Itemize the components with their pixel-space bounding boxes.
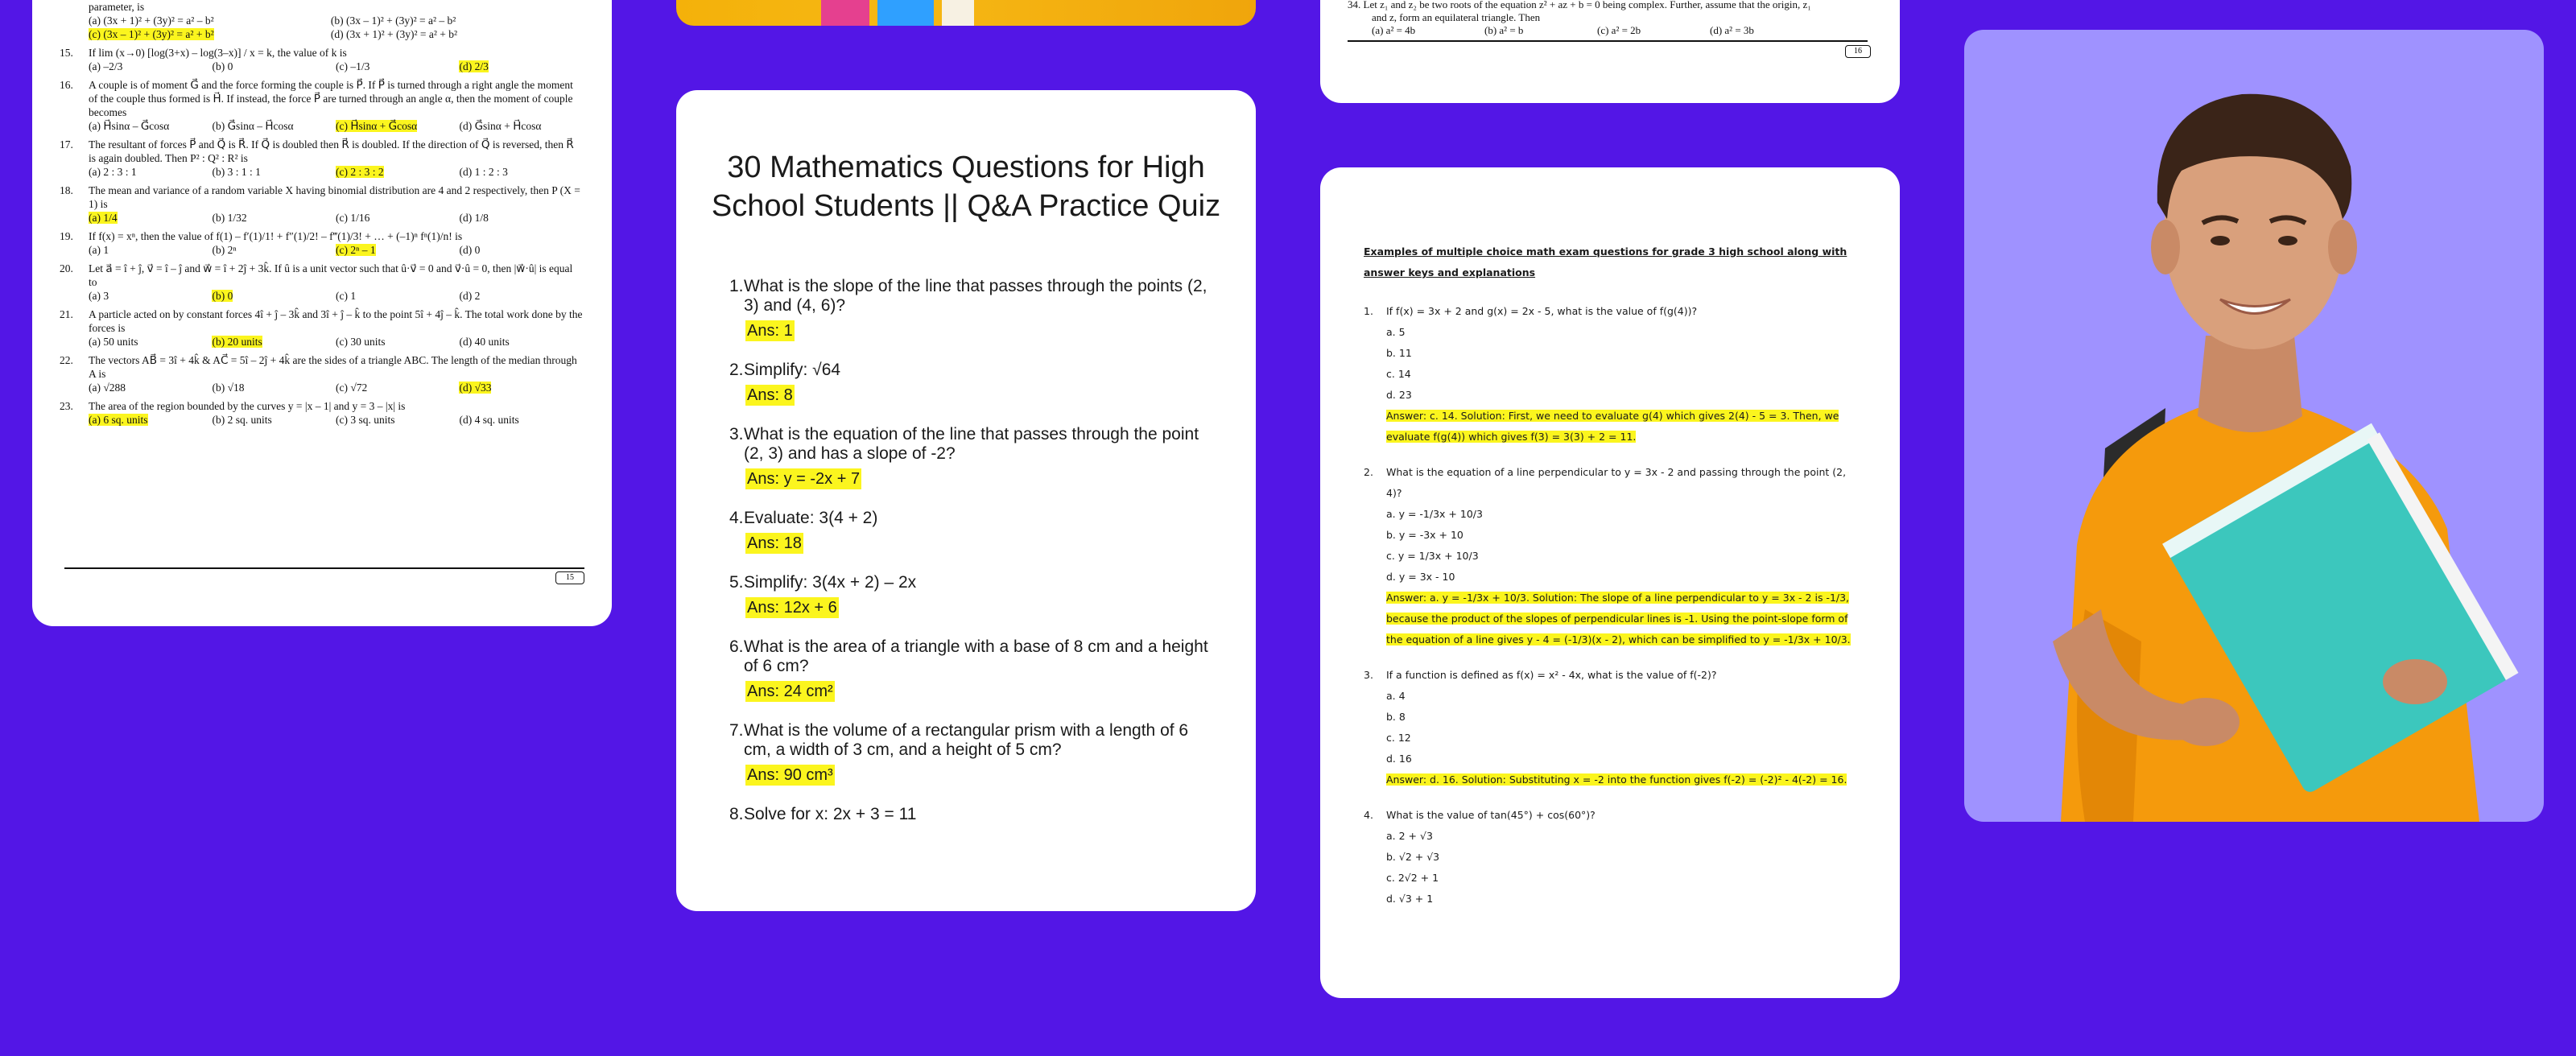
peek-strip-blue — [877, 0, 934, 26]
question-number: 21. — [60, 308, 73, 320]
question-text: A particle acted on by constant forces 4î + ĵ – 3k̂ and 3î + ĵ – k̂ to the point 5î + 4ĵ – k̂. The total work done by the forces is — [89, 308, 583, 334]
quiz-question-number: 1. — [729, 277, 744, 295]
question-text: If f(x) = xⁿ, then the value of f(1) – f′(1)/1! + f″(1)/2! – f‴(1)/3! + … + (–1)ⁿ fⁿ(1)/n! is — [89, 230, 463, 242]
quiz-question-list — [729, 277, 1212, 844]
exam-question — [60, 78, 583, 133]
example-question — [1364, 805, 1855, 826]
example-answer — [1386, 588, 1855, 650]
example-choice: c. y = 1/3x + 10/3 — [1386, 550, 1479, 562]
option — [89, 381, 207, 394]
option — [89, 60, 207, 73]
example-question — [1364, 665, 1855, 686]
quiz-question-number: 4. — [729, 509, 744, 527]
peek-strip-cream — [942, 0, 974, 26]
quiz-question — [729, 637, 1212, 676]
quiz-question-number: 5. — [729, 573, 744, 592]
option-text: (c) 1/16 — [335, 212, 370, 224]
question-text: Let a⃗ = î + ĵ, v⃗ = î – ĵ and w⃗ = î + 2ĵ + 3k̂. If û is a unit vector such that û·v⃗ = 0 and v⃗·û = 0, then |w⃗·û| is equal to — [89, 262, 573, 288]
question-number: 16. — [60, 79, 73, 91]
exam-question — [60, 399, 583, 427]
exam-question — [60, 46, 583, 73]
option-text: (b) 2ⁿ — [212, 244, 237, 256]
exam-page-content — [60, 0, 583, 431]
option — [89, 119, 207, 133]
exam-question — [60, 262, 583, 303]
quiz-question — [729, 361, 1212, 380]
question-options — [89, 381, 583, 394]
quiz-question-number: 6. — [729, 637, 744, 656]
quiz-question-number: 3. — [729, 425, 744, 443]
quiz-answer: Ans: 8 — [747, 386, 793, 404]
quiz-question-text: Evaluate: 3(4 + 2) — [744, 509, 878, 527]
eye-left — [2211, 236, 2230, 245]
option-text: (d) 40 units — [459, 336, 510, 348]
ear-left — [2151, 220, 2180, 274]
option — [459, 289, 577, 303]
exam-question — [60, 229, 583, 257]
option-text: (b) 1/32 — [212, 212, 247, 224]
example-choice: c. 14 — [1386, 368, 1411, 380]
ear-right — [2328, 220, 2357, 274]
option-text: (c) H⃗sinα + G⃗cosα — [335, 120, 418, 132]
option — [459, 119, 577, 133]
option-text: (d) 2/3 — [459, 60, 489, 72]
question-options — [89, 60, 583, 73]
option — [336, 211, 454, 225]
option-text: (d) 4 sq. units — [459, 414, 519, 426]
option-text: (a) 2 : 3 : 1 — [89, 166, 137, 178]
option-text: (a) –2/3 — [89, 60, 123, 72]
option-text: (c) –1/3 — [335, 60, 370, 72]
quiz-item — [729, 361, 1212, 406]
option — [459, 243, 577, 257]
option — [89, 165, 207, 179]
quiz-question-text: What is the slope of the line that passes through the points (2, 3) and (4, 6)? — [744, 277, 1208, 315]
page-end-rule — [64, 567, 584, 569]
question-number: 20. — [60, 262, 73, 274]
exam-peek-content — [1348, 0, 1871, 37]
option — [212, 289, 330, 303]
quiz-question — [729, 721, 1212, 760]
option-text: (b) 0 — [212, 60, 233, 72]
examples-list — [1364, 301, 1855, 910]
quiz-item — [729, 425, 1212, 489]
option — [336, 381, 454, 394]
page-number-badge: 16 — [1845, 45, 1871, 58]
question-number: 15. — [60, 47, 73, 59]
example-choice: d. 23 — [1386, 389, 1412, 401]
quiz-answer: Ans: 90 cm³ — [747, 766, 833, 784]
option-text: (b) G⃗sinα – H⃗cosα — [212, 120, 294, 132]
quiz-question — [729, 805, 1212, 824]
question-number: 18. — [60, 184, 73, 196]
question-number: 17. — [60, 138, 73, 151]
exam-question — [60, 307, 583, 349]
option-text: (d) 1/8 — [459, 212, 489, 224]
option-text: (c) 2ⁿ – 1 — [335, 244, 376, 256]
option-text: (a) 50 units — [89, 336, 138, 348]
option — [212, 60, 330, 73]
example-choice: b. 8 — [1386, 711, 1406, 723]
option-text: (b) 20 units — [212, 336, 262, 348]
peek-strip-pink — [821, 0, 869, 26]
hand-right — [2383, 659, 2447, 704]
option — [336, 289, 454, 303]
option — [212, 335, 330, 349]
quiz-question — [729, 509, 1212, 528]
option — [89, 289, 207, 303]
option-text: (d) G⃗sinα + H⃗cosα — [459, 120, 542, 132]
q34-line-1: 34. Let z₁ and z₂ be two roots of the equation z² + az + b = 0 being complex. Further, assume that the origin, z₁ — [1348, 0, 1811, 10]
example-choice: c. 12 — [1386, 732, 1411, 744]
q34-options — [1348, 24, 1871, 37]
exam-intro-line: parameter, is — [89, 1, 145, 13]
option-text: (b) 3 : 1 : 1 — [212, 166, 261, 178]
quiz-answer: Ans: 24 cm² — [747, 683, 833, 700]
example — [1364, 462, 1855, 650]
example-answer — [1386, 769, 1855, 790]
example-answer-text: Answer: d. 16. Solution: Substituting x = -2 into the function gives f(-2) = (-2)² - 4(-2) = 16. — [1386, 773, 1847, 786]
student-illustration — [1964, 30, 2544, 822]
example-choice: b. 11 — [1386, 347, 1412, 359]
option — [459, 60, 577, 73]
q14-options — [60, 14, 583, 41]
option-text: (b) 0 — [212, 290, 233, 302]
question-number: 22. — [60, 354, 73, 366]
example-choice: a. y = -1/3x + 10/3 — [1386, 508, 1483, 520]
example-question — [1364, 301, 1855, 322]
example — [1364, 301, 1855, 448]
option — [459, 211, 577, 225]
question-text: The vectors AB⃗ = 3î + 4k̂ & AC⃗ = 5î – 2ĵ + 4k̂ are the sides of a triangle ABC. The length of the median through A is — [89, 354, 577, 380]
option — [336, 119, 454, 133]
option — [336, 413, 454, 427]
student-photo — [1964, 30, 2544, 822]
q34-line-2: and z, form an equilateral triangle. Then — [1372, 11, 1541, 23]
option-text: (a) 1/4 — [89, 212, 118, 224]
page-number-badge: 15 — [555, 571, 584, 584]
quiz-item — [729, 509, 1212, 554]
quiz-title: 30 Mathematics Questions for High School Students || Q&A Practice Quiz — [711, 151, 1221, 223]
example-choice: c. 2√2 + 1 — [1386, 872, 1439, 884]
example-choice: a. 4 — [1386, 690, 1406, 702]
examples-content — [1364, 241, 1855, 924]
quiz-question-text: Simplify: 3(4x + 2) – 2x — [744, 573, 917, 592]
option-text: (a) H⃗sinα – G⃗cosα — [89, 120, 170, 132]
option-text: (d) √33 — [459, 382, 492, 394]
option-text: (a) √288 — [89, 382, 126, 394]
question-options — [89, 413, 583, 427]
quiz-answer: Ans: 18 — [747, 534, 802, 552]
question-text: The mean and variance of a random variable X having binomial distribution are 4 and 2 respectively, then P (X = 1) is — [89, 184, 580, 210]
quiz-item — [729, 277, 1212, 341]
question-options — [89, 165, 583, 179]
examples-card — [1320, 167, 1900, 998]
question-options — [89, 119, 583, 133]
option — [212, 243, 330, 257]
option-text: (c) 2 : 3 : 2 — [335, 166, 384, 178]
example-answer-text: Answer: c. 14. Solution: First, we need to evaluate g(4) which gives 2(4) - 5 = 3. Then, we evaluate f(g(4)) which gives f(3) = 3(3) + 2 = 11. — [1386, 410, 1839, 443]
option — [459, 381, 577, 394]
quiz-item — [729, 637, 1212, 702]
question-text: The area of the region bounded by the curves y = |x – 1| and y = 3 – |x| is — [89, 400, 406, 412]
example-question — [1364, 462, 1855, 504]
option-text: (d) 1 : 2 : 3 — [459, 166, 508, 178]
quiz-question — [729, 425, 1212, 464]
quiz-question-number: 7. — [729, 721, 744, 740]
q34-option-d: (d) a² = 3b — [1710, 24, 1754, 36]
option — [336, 335, 454, 349]
q14-option-c: (c) (3x – 1)² + (3y)² = a² + b² — [89, 28, 214, 40]
option-text: (b) √18 — [212, 382, 245, 394]
question-options — [89, 289, 583, 303]
top-image-peek — [676, 0, 1256, 26]
page-end-rule — [1348, 40, 1868, 42]
quiz-question-number: 2. — [729, 361, 744, 379]
quiz-question-text: Solve for x: 2x + 3 = 11 — [744, 805, 917, 823]
example-answer-text: Answer: a. y = -1/3x + 10/3. Solution: The slope of a line perpendicular to y = 3x - 2 is -1/3, because the product of the slopes of perpendicular lines is -1. Using the point-slope form of the equation of a line gives y - 4 = (-1/3)(x - 2), which can be simplified to y = -1/3x + 10/3. — [1386, 592, 1851, 646]
option — [336, 243, 454, 257]
example-question-text: If f(x) = 3x + 2 and g(x) = 2x - 5, what is the value of f(g(4))? — [1386, 305, 1698, 317]
example-choice: b. y = -3x + 10 — [1386, 529, 1463, 541]
example-choice: b. √2 + √3 — [1386, 851, 1440, 863]
example — [1364, 665, 1855, 790]
example-question-text: What is the equation of a line perpendicular to y = 3x - 2 and passing through the point (2, 4)? — [1386, 466, 1847, 499]
option-text: (c) 30 units — [335, 336, 386, 348]
option — [89, 243, 207, 257]
option — [89, 211, 207, 225]
q14-option-d: (d) (3x + 1)² + (3y)² = a² + b² — [330, 28, 458, 40]
option — [212, 211, 330, 225]
exam-page-peek-card — [1320, 0, 1900, 103]
quiz-card — [676, 90, 1256, 911]
example-number: 2. — [1364, 466, 1373, 478]
question-number: 23. — [60, 400, 73, 412]
quiz-question-text: What is the area of a triangle with a base of 8 cm and a height of 6 cm? — [744, 637, 1208, 675]
exam-question-list — [60, 46, 583, 427]
option — [336, 165, 454, 179]
quiz-item — [729, 721, 1212, 786]
exam-question — [60, 353, 583, 394]
question-options — [89, 335, 583, 349]
quiz-question-text: What is the volume of a rectangular prism with a length of 6 cm, a width of 3 cm, and a height of 5 cm? — [744, 721, 1189, 759]
example-choice: d. 16 — [1386, 753, 1412, 765]
eye-right — [2278, 236, 2297, 245]
option-text: (a) 1 — [89, 244, 109, 256]
question-options — [89, 243, 583, 257]
option — [212, 381, 330, 394]
option — [459, 413, 577, 427]
quiz-question-number: 8. — [729, 805, 744, 823]
quiz-question-text: What is the equation of the line that passes through the point (2, 3) and has a slope of -2? — [744, 425, 1199, 463]
example-number: 1. — [1364, 305, 1373, 317]
quiz-question — [729, 277, 1212, 316]
option — [212, 119, 330, 133]
question-number: 19. — [60, 230, 73, 242]
example-number: 4. — [1364, 809, 1373, 821]
example-question-text: If a function is defined as f(x) = x² - 4x, what is the value of f(-2)? — [1386, 669, 1717, 681]
quiz-answer: Ans: 1 — [747, 322, 793, 340]
q34-option-a: (a) a² = 4b — [1372, 24, 1416, 36]
question-text: A couple is of moment G⃗ and the force forming the couple is P⃗. If P⃗ is turned through a right angle the moment of the couple thus formed is H⃗. If instead, the force P⃗ are turned through an angle α, then the moment of couple becomes — [89, 79, 573, 118]
option-text: (c) √72 — [335, 382, 368, 394]
option-text: (c) 3 sq. units — [335, 414, 395, 426]
option-text: (a) 3 — [89, 290, 109, 302]
q34-option-b: (b) a² = b — [1484, 24, 1524, 36]
option-text: (b) 2 sq. units — [212, 414, 272, 426]
neck — [2198, 336, 2302, 432]
example-choice: d. √3 + 1 — [1386, 893, 1434, 905]
question-options — [89, 211, 583, 225]
option — [89, 335, 207, 349]
option — [89, 413, 207, 427]
question-text: The resultant of forces P⃗ and Q⃗ is R⃗. If Q⃗ is doubled then R⃗ is doubled. If the direction of Q⃗ is reversed, then R⃗ is again doubled. Then P² : Q² : R² is — [89, 138, 574, 164]
quiz-question — [729, 573, 1212, 592]
option — [459, 165, 577, 179]
example-choice: d. y = 3x - 10 — [1386, 571, 1455, 583]
example-choice: a. 5 — [1386, 326, 1406, 338]
quiz-question-text: Simplify: √64 — [744, 361, 841, 379]
example — [1364, 805, 1855, 910]
option — [336, 60, 454, 73]
example-question-text: What is the value of tan(45°) + cos(60°)? — [1386, 809, 1596, 821]
q14-option-a: (a) (3x + 1)² + (3y)² = a² – b² — [89, 14, 214, 27]
exam-question — [60, 184, 583, 225]
option — [212, 165, 330, 179]
quiz-item — [729, 573, 1212, 618]
option-text: (d) 0 — [459, 244, 481, 256]
example-number: 3. — [1364, 669, 1373, 681]
option-text: (a) 6 sq. units — [89, 414, 148, 426]
quiz-item — [729, 805, 1212, 824]
option — [212, 413, 330, 427]
exam-page-card — [32, 0, 612, 626]
example-choice: a. 2 + √3 — [1386, 830, 1433, 842]
example-answer — [1386, 406, 1855, 448]
question-text: If lim (x→0) [log(3+x) – log(3–x)] / x = k, the value of k is — [89, 47, 347, 59]
option — [459, 335, 577, 349]
exam-question — [60, 138, 583, 179]
q34-option-c: (c) a² = 2b — [1597, 24, 1641, 36]
q14-option-b: (b) (3x – 1)² + (3y)² = a² – b² — [330, 14, 456, 27]
option-text: (c) 1 — [335, 290, 357, 302]
option-text: (d) 2 — [459, 290, 481, 302]
quiz-answer: Ans: y = -2x + 7 — [747, 470, 861, 488]
examples-heading: Examples of multiple choice math exam questions for grade 3 high school along with answer keys and explanations — [1364, 245, 1847, 278]
quiz-answer: Ans: 12x + 6 — [747, 599, 837, 617]
